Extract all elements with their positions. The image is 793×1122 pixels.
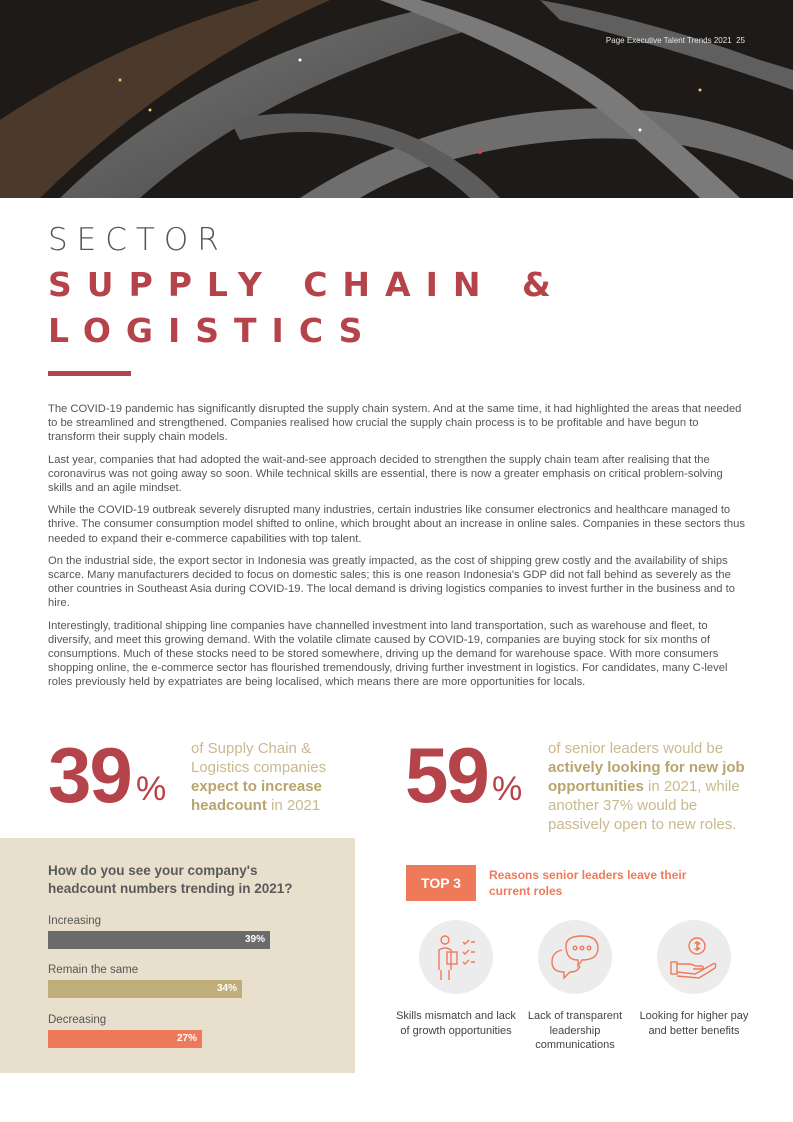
hand-money-icon	[657, 920, 731, 994]
stat-2-unit: %	[492, 770, 523, 808]
bar-remain-the-same	[48, 980, 242, 998]
section-kicker: SECTOR	[48, 222, 228, 258]
reason-2-text: Lack of transparent leadership communications	[527, 1010, 623, 1051]
stat-1-number: 39	[48, 731, 131, 819]
bar-value-remain: 34%	[216, 983, 237, 994]
page-header	[606, 36, 745, 45]
reason-3-text: Looking for higher pay and better benefits	[639, 1010, 749, 1037]
paragraph: The COVID-19 pandemic has significantly disrupted the supply chain system. And at the same time, it had highlighted the areas that needed to be streamlined and strengthened. Companies realised how crucial the supply chain process is to be profitable and have begun to transform their supply chain models.	[48, 403, 742, 444]
speech-bubbles-icon	[538, 920, 612, 994]
stat-2-text-a: of senior leaders would be	[548, 740, 724, 757]
page-title	[48, 262, 748, 354]
stat-2-text-b: actively looking for new job opportunities	[548, 759, 745, 795]
title-line-1: SUPPLY CHAIN &	[48, 265, 566, 304]
bar-label-decreasing: Decreasing	[48, 1014, 107, 1026]
highway-interchange-illustration	[0, 0, 793, 198]
bar-increasing	[48, 931, 270, 949]
bar-decreasing	[48, 1030, 202, 1048]
bar-label-increasing: Increasing	[48, 915, 102, 927]
title-line-2: LOGISTICS	[48, 311, 378, 350]
hero-image	[0, 0, 793, 198]
stat-1-text-a: of Supply Chain & Logistics companies	[191, 740, 327, 776]
checklist-person-icon	[419, 920, 493, 994]
paragraph: While the COVID-19 outbreak severely disrupted many industries, certain industries like consumer electronics and healthcare managed to thrive. The consumer consumption model shifted to online, which brought about an increase in online sales. Companies in these sectors thus needed to expand their e-commerce capabilities with top talent.	[48, 504, 745, 545]
stat-2-text-c: in 2021, while another 37% would be passively open to new roles.	[548, 778, 740, 833]
top3-title: Reasons senior leaders leave their current roles	[489, 868, 687, 898]
title-underline	[48, 371, 131, 376]
bar-value-increasing: 39%	[244, 934, 265, 945]
stat-1-text-c: in 2021	[266, 797, 321, 814]
stat-1-text-b: expect to increase headcount	[191, 778, 322, 814]
reason-1-text: Skills mismatch and lack of growth opportunities	[396, 1010, 516, 1037]
stat-2-number: 59	[405, 731, 488, 819]
survey-question: How do you see your company's headcount numbers trending in 2021?	[48, 863, 293, 896]
top3-badge: TOP 3	[406, 865, 476, 901]
stat-1-text	[191, 739, 351, 815]
body-text	[48, 402, 746, 698]
bar-value-decreasing: 27%	[176, 1033, 197, 1044]
paragraph: Interestingly, traditional shipping line companies have channelled investment into land transportation, such as warehouse and fleet, to diversify, and meet this growing demand. With the volatile climate caused by COVID-19, companies are buying stock for six months of consumptions. Much of these stocks need to be stored somewhere, driving up the demand for warehouse space. With more consumers shopping online, the e-commerce sector has flourished tremendously, driving further investment in logistics. For candidates, many C-level roles previously held by expatriates are being localised, which means there are more opportunities for locals.	[48, 619, 728, 689]
paragraph: Last year, companies that had adopted the wait-and-see approach decided to strengthen the supply chain team after realising that the coronavirus was not going away so soon. While technical skills are essential, there is now a greater emphasis on critical problem-solving skills and an agile mindset.	[48, 453, 723, 495]
page-number: 25	[736, 36, 745, 45]
bar-label-remain: Remain the same	[48, 964, 139, 976]
paragraph: On the industrial side, the export sector in Indonesia was greatly impacted, as the cost of shipping grew costly and the availability of ships scarce. Many manufacturers decided to focus on domestic sales; this is one reason Indonesia's GDP did not fall behind as severely as the other countries in Southeast Asia during COVID-19. The local demand is driving logistics companies to invest further in the business and to hire.	[48, 554, 735, 610]
page-label: Page Executive Talent Trends 2021	[605, 36, 732, 45]
stat-1-unit: %	[136, 770, 167, 808]
stat-2-text	[548, 739, 753, 834]
